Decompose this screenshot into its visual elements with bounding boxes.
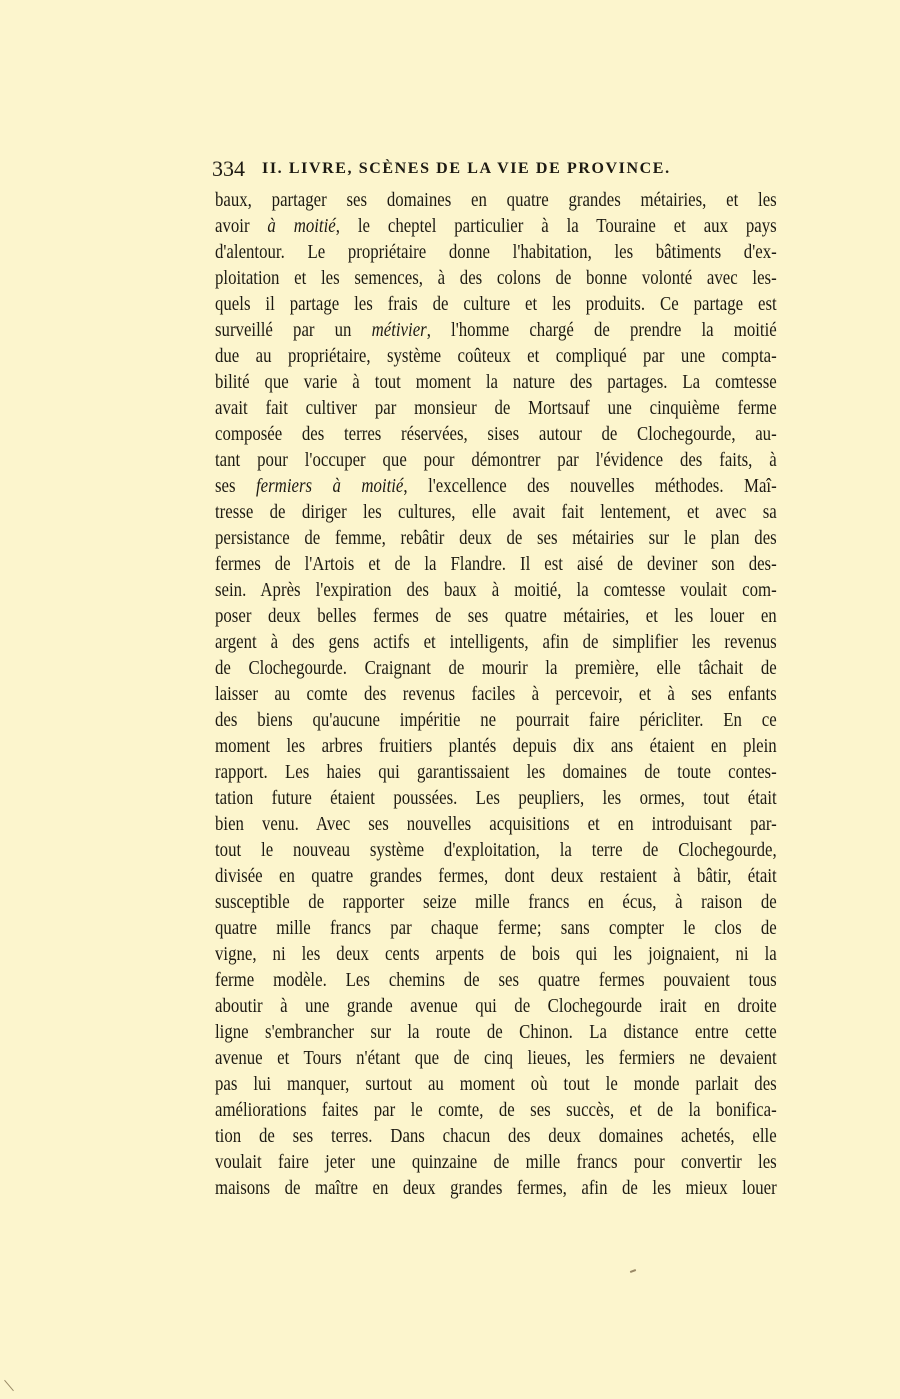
running-header [212, 156, 792, 184]
text-line [215, 785, 777, 811]
text-segment: laisser au comte des revenus faciles à percevoir, et à ses enfants [215, 683, 777, 705]
text-line [215, 811, 777, 837]
text-line [215, 447, 777, 473]
text-segment: de Clochegourde. Craignant de mourir la première, elle tâchait de [215, 657, 777, 679]
italic-text: à moitié [267, 215, 336, 237]
text-line [215, 473, 777, 499]
text-line [215, 421, 777, 447]
text-line [215, 863, 777, 889]
text-line [215, 1123, 777, 1149]
text-line [215, 759, 777, 785]
text-line [215, 239, 777, 265]
text-line [215, 577, 777, 603]
text-segment: , l'excellence des nouvelles méthodes. Maî- [403, 475, 777, 497]
text-line [215, 369, 777, 395]
text-line [215, 187, 777, 213]
text-segment: maisons de maître en deux grandes fermes, afin de les mieux louer [215, 1177, 777, 1199]
scan-speck [4, 1380, 14, 1391]
text-segment: des biens qu'aucune impéritie ne pourrait faire péricliter. En ce [215, 709, 777, 731]
running-title: II. LIVRE, SCÈNES DE LA VIE DE PROVINCE. [262, 160, 671, 177]
text-segment: fermes de l'Artois et de la Flandre. Il est aisé de deviner son des- [215, 553, 777, 575]
text-segment: d'alentour. Le propriétaire donne l'habitation, les bâtiments d'ex- [215, 241, 777, 263]
text-line [215, 1019, 777, 1045]
text-segment: divisée en quatre grandes fermes, dont deux restaient à bâtir, était [215, 865, 777, 887]
text-line [215, 941, 777, 967]
text-line [215, 265, 777, 291]
text-segment: argent à des gens actifs et intelligents, afin de simplifier les revenus [215, 631, 777, 653]
text-segment: rapport. Les haies qui garantissaient les domaines de toute contes- [215, 761, 777, 783]
text-segment: tout le nouveau système d'exploitation, la terre de Clochegourde, [215, 839, 777, 861]
text-segment: bien venu. Avec ses nouvelles acquisitions et en introduisant par- [215, 813, 777, 835]
text-segment: quels il partage les frais de culture et les produits. Ce partage est [215, 293, 777, 315]
text-line [215, 915, 777, 941]
text-segment: aboutir à une grande avenue qui de Clochegourde irait en droite [215, 995, 777, 1017]
text-segment: pas lui manquer, surtout au moment où tout le monde parlait des [215, 1073, 777, 1095]
scan-speck [630, 1269, 636, 1273]
text-line [215, 1071, 777, 1097]
text-segment: voulait faire jeter une quinzaine de mille francs pour convertir les [215, 1151, 777, 1173]
text-line [215, 707, 777, 733]
text-segment: persistance de femme, rebâtir deux de ses métairies sur le plan des [215, 527, 777, 549]
text-line [215, 395, 777, 421]
text-line [215, 889, 777, 915]
text-segment: sein. Après l'expiration des baux à moitié, la comtesse voulait com- [215, 579, 777, 601]
text-segment: ligne s'embrancher sur la route de Chinon. La distance entre cette [215, 1021, 777, 1043]
text-segment: ploitation et les semences, à des colons de bonne volonté avec les- [215, 267, 777, 289]
text-line [215, 317, 777, 343]
italic-text: fermiers à moitié [256, 475, 404, 497]
text-segment: , l'homme chargé de prendre la moitié [426, 319, 777, 341]
text-segment: baux, partager ses domaines en quatre grandes métairies, et les [215, 189, 777, 211]
text-segment: composée des terres réservées, sises autour de Clochegourde, au- [215, 423, 777, 445]
text-segment: avenue et Tours n'étant que de cinq lieues, les fermiers ne devaient [215, 1047, 777, 1069]
text-line [215, 213, 777, 239]
text-line [215, 1175, 777, 1201]
text-line [215, 993, 777, 1019]
page-body-text [215, 187, 900, 1201]
text-line [215, 629, 777, 655]
page-number: 334 [212, 156, 245, 181]
text-line [215, 733, 777, 759]
text-segment: avait fait cultiver par monsieur de Mortsauf une cinquième ferme [215, 397, 777, 419]
text-line [215, 967, 777, 993]
text-segment: tant pour l'occuper que pour démontrer par l'évidence des faits, à [215, 449, 777, 471]
text-segment: ses [215, 475, 257, 497]
text-line [215, 343, 777, 369]
text-line [215, 525, 777, 551]
text-segment: moment les arbres fruitiers plantés depuis dix ans étaient en plein [215, 735, 777, 757]
italic-text: métivier [371, 319, 427, 341]
text-line [215, 603, 777, 629]
text-segment: surveillé par un [215, 319, 372, 341]
text-line [215, 499, 777, 525]
text-segment: tresse de diriger les cultures, elle avait fait lentement, et avec sa [215, 501, 777, 523]
text-segment: améliorations faites par le comte, de ses succès, et de la bonifica- [215, 1099, 777, 1121]
text-line [215, 681, 777, 707]
text-line [215, 551, 777, 577]
text-segment: susceptible de rapporter seize mille francs en écus, à raison de [215, 891, 777, 913]
text-segment: ferme modèle. Les chemins de ses quatre fermes pouvaient tous [215, 969, 777, 991]
text-line [215, 1149, 777, 1175]
text-line [215, 655, 777, 681]
text-segment: vigne, ni les deux cents arpents de bois qui les joignaient, ni la [215, 943, 777, 965]
text-segment: avoir [215, 215, 268, 237]
text-segment: quatre mille francs par chaque ferme; sans compter le clos de [215, 917, 777, 939]
text-line [215, 291, 777, 317]
text-segment: poser deux belles fermes de ses quatre métairies, et les louer en [215, 605, 777, 627]
text-line [215, 837, 777, 863]
text-segment: bilité que varie à tout moment la nature des partages. La comtesse [215, 371, 777, 393]
text-line [215, 1097, 777, 1123]
text-segment: tion de ses terres. Dans chacun des deux domaines achetés, elle [215, 1125, 777, 1147]
text-segment: tation future étaient poussées. Les peupliers, les ormes, tout était [215, 787, 777, 809]
text-segment: , le cheptel particulier à la Touraine et aux pays [335, 215, 777, 237]
text-line [215, 1045, 777, 1071]
text-segment: due au propriétaire, système coûteux et compliqué par une compta- [215, 345, 777, 367]
